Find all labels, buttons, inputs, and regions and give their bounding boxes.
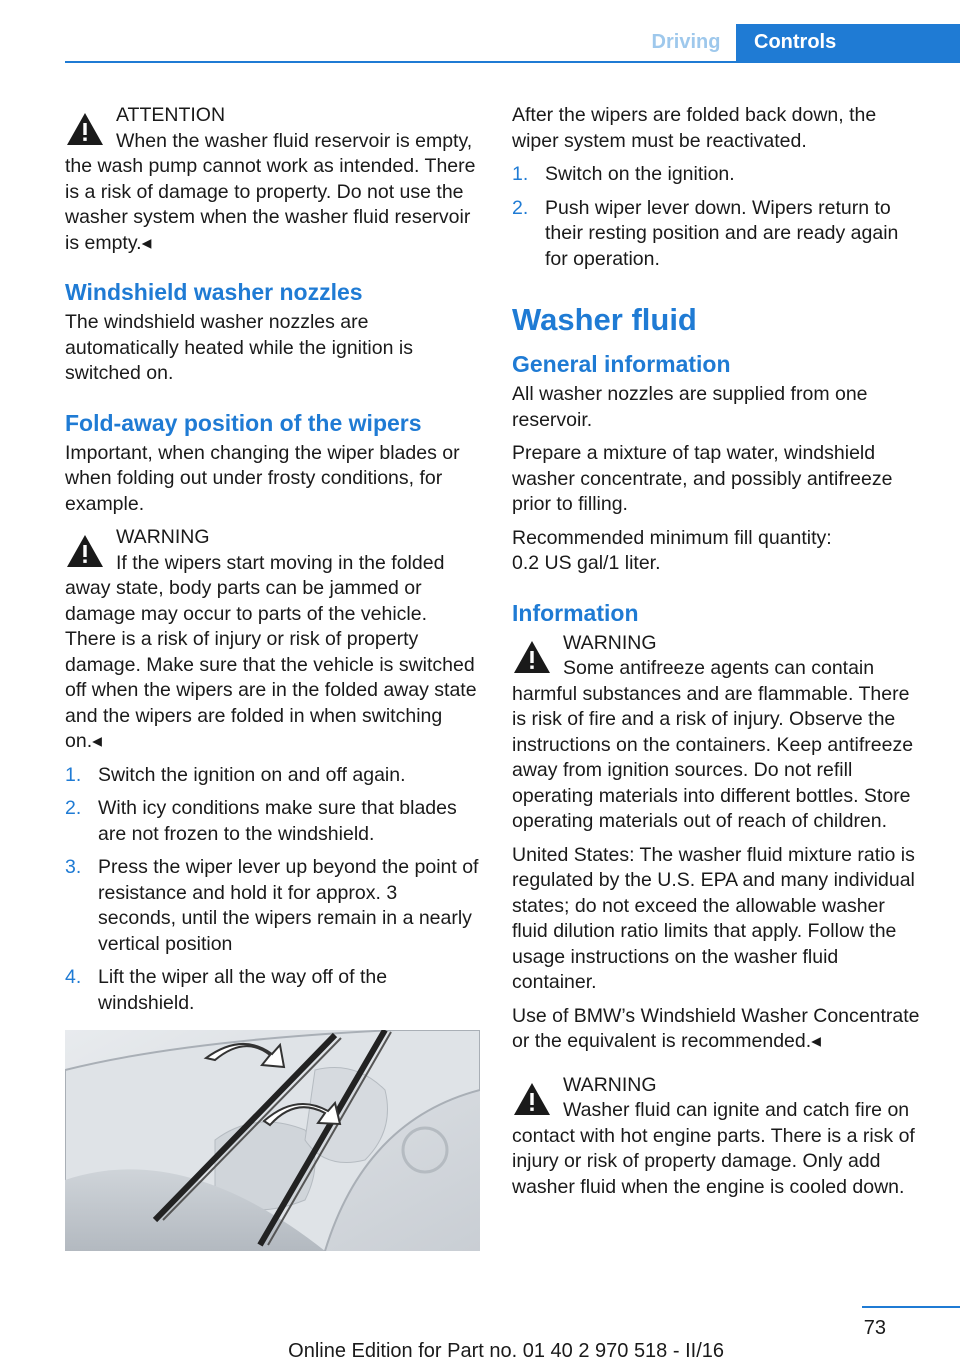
warning-triangle-icon xyxy=(512,639,552,675)
fold-text: Important, when changing the wiper blades or when folding out under frosty conditions, for example. xyxy=(65,441,460,515)
nozzles-text: The windshield washer nozzles are automatically heated while the ignition is switched on. xyxy=(65,311,413,384)
warning-triangle-icon xyxy=(65,533,105,569)
header-rule xyxy=(65,61,960,63)
tab-controls[interactable]: Controls xyxy=(736,24,960,62)
right-column xyxy=(512,103,926,1208)
step-text: Press the wiper lever up beyond the point of resistance and hold it for approx. 3 seconds, until the wipers remain in a nearly vertical position xyxy=(98,856,479,955)
wiper-illustration xyxy=(65,1030,480,1251)
general-text-2: Prepare a mixture of tap water, windshield washer concentrate, and possibly antifreeze prior to filling. xyxy=(512,442,893,515)
step-text: Lift the wiper all the way off of the windshield. xyxy=(98,966,388,1014)
fill-quantity-label: Recommended minimum fill quantity: xyxy=(512,526,832,549)
step-number: 1. xyxy=(512,163,529,185)
list-item xyxy=(512,162,926,188)
step-text: Switch the ignition on and off again. xyxy=(98,763,406,786)
step-text: Switch on the ignition. xyxy=(545,163,735,185)
fold-heading: Fold-away position of the wipers xyxy=(65,409,422,436)
list-item xyxy=(65,965,479,1016)
footer-rule xyxy=(862,1306,960,1308)
left-column xyxy=(65,103,479,1024)
intro-text: After the wipers are folded back down, the wiper system must be reactivated. xyxy=(512,104,877,152)
warning-box-ignite xyxy=(512,1073,926,1201)
bmw-recommendation-text: Use of BMW’s Windshield Washer Concentrate or the equivalent is recommended.◂ xyxy=(512,1004,920,1052)
warning-title: WARNING xyxy=(116,526,210,548)
step-number: 4. xyxy=(65,966,82,988)
warning-text: contact with hot engine parts. There is a risk of injury or risk of property damage. Only add washer fluid when the engine is cooled down. xyxy=(512,1124,915,1198)
list-item xyxy=(512,196,926,273)
list-item xyxy=(65,855,479,957)
tab-driving[interactable]: Driving xyxy=(651,31,721,54)
step-number: 1. xyxy=(65,763,82,786)
step-text: With icy conditions make sure that blades are not frozen to the windshield. xyxy=(98,797,457,845)
warning-line1: Washer fluid can ignite and catch fire on xyxy=(563,1099,910,1121)
general-text-1: All washer nozzles are supplied from one reservoir. xyxy=(512,383,868,431)
step-text: Push wiper lever down. Wipers return to their resting position and are ready again for operation. xyxy=(545,196,899,270)
warning-text: harmful substances and are flammable. There is risk of fire and a risk of injury. Observe the instructions on the containers. Keep antifreeze away from ignition sources. Do not refill operating materials into different bottles. Store operating materials out of reach of children. xyxy=(512,682,914,832)
attention-text: the wash pump cannot work as intended. There is a risk of damage to property. Do not use the washer system when the washer fluid reservoir is empty.◂ xyxy=(65,155,476,254)
step-number: 2. xyxy=(65,797,82,819)
attention-title: ATTENTION xyxy=(116,104,226,126)
header-tabs xyxy=(616,24,960,62)
step-number: 3. xyxy=(65,856,82,878)
warning-box-antifreeze xyxy=(512,631,926,835)
warning-triangle-icon xyxy=(512,1081,552,1117)
attention-box xyxy=(65,103,479,256)
general-info-heading: General information xyxy=(512,351,731,377)
step-number: 2. xyxy=(512,196,529,219)
fill-quantity-value: 0.2 US gal/1 liter. xyxy=(512,552,661,574)
warning-box xyxy=(65,525,479,755)
attention-line1: When the washer fluid reservoir is empty, xyxy=(116,129,473,152)
page-number: 73 xyxy=(863,1317,886,1339)
list-item xyxy=(65,796,479,847)
general-text-3 xyxy=(512,526,926,577)
wiper-drawing xyxy=(65,1030,480,1251)
warning-title: WARNING xyxy=(563,1073,657,1096)
nozzles-heading: Windshield washer nozzles xyxy=(65,279,363,305)
warning-line1: If the wipers start moving in the folded xyxy=(116,551,445,574)
washer-fluid-heading: Washer fluid xyxy=(512,302,697,337)
edition-text: Online Edition for Part no. 01 40 2 970 518 - II/16 xyxy=(288,1340,724,1362)
fold-steps xyxy=(65,763,479,1017)
list-item xyxy=(65,763,479,789)
warning-line1: Some antifreeze agents can contain xyxy=(563,657,875,679)
warning-triangle-icon xyxy=(65,111,105,147)
reactivate-steps xyxy=(512,162,926,272)
information-heading: Information xyxy=(512,599,639,626)
warning-title: WARNING xyxy=(563,631,657,654)
warning-text: away state, body parts can be jammed or damage may occur to parts of the vehicle. There is a risk of injury or risk of property damage. Make sure that the vehicle is switched off when the wipers are in the folded away state and the wipers are folded in when switching on.◂ xyxy=(65,577,477,752)
us-regulation-text: United States: The washer fluid mixture ratio is regulated by the U.S. EPA and many individual states; do not exceed the allowable washer fluid dilution ratio limits that apply. Follow the usage instructions on the washer fluid container. xyxy=(512,843,915,993)
